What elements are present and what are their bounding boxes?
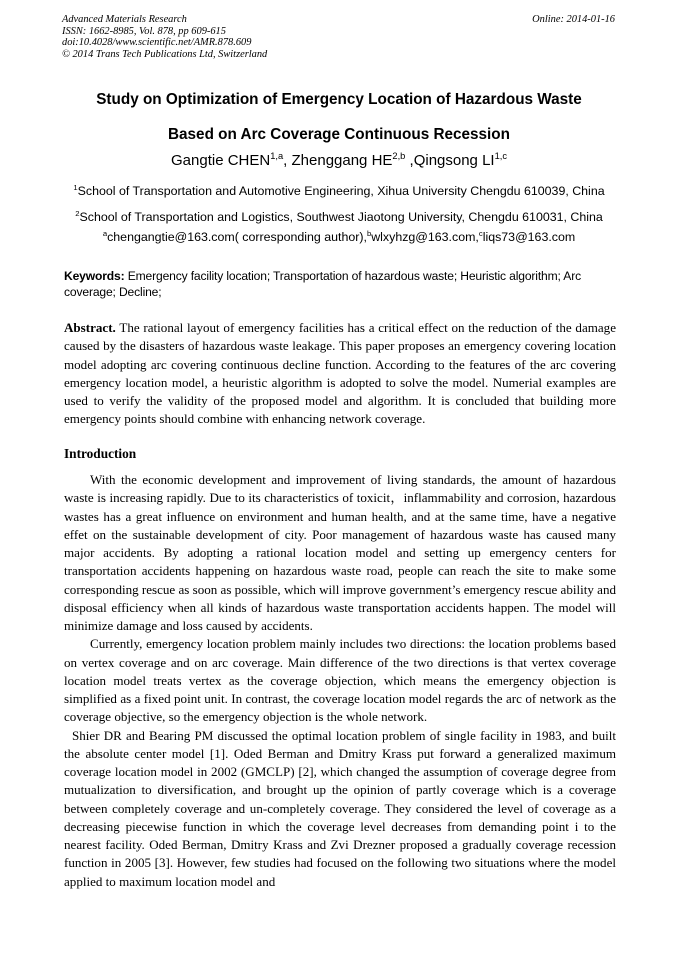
affiliation-text: School of Transportation and Logistics, Southwest Jiaotong University, Chengdu 610031, China [79,210,603,224]
paragraph: Shier DR and Bearing PM discussed the optimal location problem of single facility in 1983, and built the absolute center model [1]. Oded Berman and Dmitry Krass put forward a generalized maximum coverage location model in 2002 (GMCLP) [2], which changed the assumption of coverage degree from mutualization to diversification, and brought up the opinion of partly coverage which is a coverage between completely coverage and un-completely coverage. They considered the level of coverage as a decreasing piecewise function in which the coverage level decreases from demanding point i to the nearest facility. Oded Berman, Dmitry Krass and Zvi Drezner proposed a gradually coverage recession function in 2005 [3]. However, few studies had focused on the following two situations where the model applied to maximum location model and [64,727,616,889]
affiliation-mark: 1 [73,182,78,192]
author-name: Gangtie CHEN [171,152,271,169]
email-mark: a [102,228,108,238]
email-mark: c [478,228,483,238]
keywords-block [64,268,616,300]
introduction-body [64,471,616,891]
author-separator: , [405,152,414,169]
journal-header [62,14,267,60]
author-affiliation-mark: 1,a [270,151,284,161]
email-mark: b [366,228,372,238]
author-emails [30,230,648,244]
journal-name: Advanced Materials Research [62,14,187,25]
abstract-text: The rational layout of emergency facilities has a critical effect on the reduction of the damage caused by the disasters of hazardous waste leakage. This paper proposes an emergency covering location model adopting arc covering continuous decline function. According to the features of the arc covering emergency location model, a heuristic algorithm is adopted to solve the model. Numerial examples are used to verify the validity of the proposed model and algorithm. It is concluded that building more emergency points should combine with enhancing network coverage. [64,320,616,427]
author-affiliation-mark: 1,c [494,151,507,161]
email-c: liqs73@163.com [482,230,576,244]
paragraph: Currently, emergency location problem mainly includes two directions: the location problems based on vertex coverage and on arc coverage. Main difference of the two directions is that vertex coverage location model treats vertex as the coverage objection, which means the emergency objection is simplified as a fixed point unit. In contrast, the coverage location model regards the arc of network as the coverage objective, so the emergency objection is the whole network. [64,636,616,725]
keywords-label: Keywords: [64,269,125,283]
abstract-block [64,319,616,429]
journal-issn: ISSN: 1662-8985, Vol. 878, pp 609-615 [62,25,226,37]
email-b: wlxyhzg@163.com, [371,230,479,244]
author-name: Qingsong LI [413,152,495,169]
online-date: Online: 2014-01-16 [532,14,615,25]
paper-title-line-2: Based on Arc Coverage Continuous Recession [168,126,510,143]
author-separator: , [283,152,292,169]
journal-copyright: © 2014 Trans Tech Publications Ltd, Switzerland [62,48,268,60]
paragraph: With the economic development and improvement of living standards, the amount of hazardous waste is increasing rapidly. Due to its characteristics of toxicit，inflammability and corrosion, hazardous wastes has a great influence on environment and human health, and at the same time, have a negative effet on the sustainable development of city. Poor management of hazardous waste has caused many major accidents. By adopting a rational location model and setting up emergency centers for transportation accidents happening on hazardous waste road, people can reach the site to make some corresponding rescue as soon as possible, which will improve government’s emergency rescue ability and disposal efficiency when all kinds of hazardous waste transportation accidents happen. The model will minimize damage and loss caused by accidents. [64,472,616,633]
journal-doi: doi:10.4028/www.scientific.net/AMR.878.609 [62,37,252,49]
keywords-text: Emergency facility location; Transportation of hazardous waste; Heuristic algorithm; Arc coverage; Decline; [64,269,581,300]
affiliation-mark: 2 [75,208,80,218]
email-a: chengangtie@163.com( corresponding author), [107,230,367,244]
section-heading-introduction: Introduction [64,446,137,461]
author-affiliation-mark: 2,b [392,151,406,161]
abstract-label: Abstract. [64,320,116,335]
author-name: Zhenggang HE [291,152,393,169]
affiliation-text: School of Transportation and Automotive Engineering, Xihua University Chengdu 610039, China [77,184,605,198]
affiliation-2 [30,210,648,224]
paper-title-line-1: Study on Optimization of Emergency Location of Hazardous Waste [96,91,582,108]
affiliation-1 [30,184,648,198]
author-list [40,152,638,169]
